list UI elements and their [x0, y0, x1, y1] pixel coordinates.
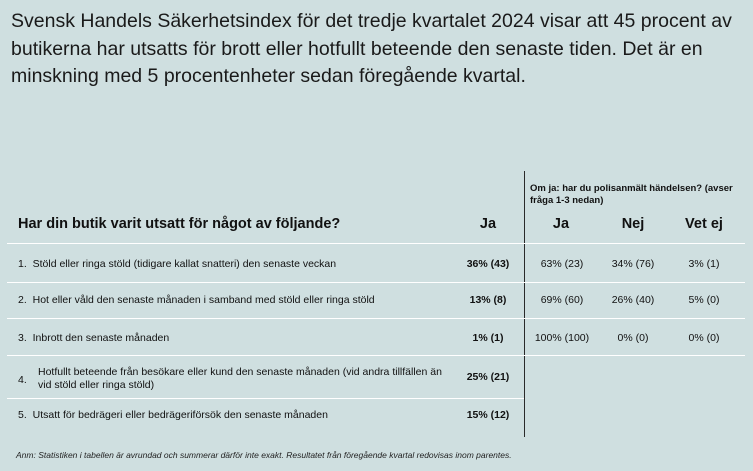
row-number: 4.	[18, 374, 27, 386]
cell-ja: 36% (43)	[466, 258, 510, 270]
cell-police-ja: 100% (100)	[534, 332, 590, 344]
header-rule	[7, 243, 745, 244]
cell-police-ja: 69% (60)	[540, 294, 584, 306]
row-text: Stöld eller ringa stöld (tidigare kallat snatteri) den senaste veckan	[32, 258, 337, 270]
cell-police-ja: 63% (23)	[540, 258, 584, 270]
cell-police-nej: 26% (40)	[611, 294, 655, 306]
cell-police-vet-ej: 0% (0)	[688, 332, 720, 344]
row-text: Inbrott den senaste månaden	[32, 332, 170, 344]
table-row-question	[18, 294, 375, 307]
cell-ja: 13% (8)	[469, 294, 507, 306]
row-rule	[7, 355, 745, 356]
col-header-police-vet-ej: Vet ej	[685, 216, 723, 232]
col-header-police-ja: Ja	[552, 216, 570, 232]
table-row-question	[18, 366, 443, 392]
row-text: Hotfullt beteende från besökare eller kund den senaste månaden (vid andra tillfällen än vid stöld eller ringa stöld)	[38, 366, 442, 391]
question-heading: Har din butik varit utsatt för något av följande?	[18, 216, 341, 232]
police-report-subheader: Om ja: har du polisanmält händelsen? (avser fråga 1-3 nedan)	[530, 183, 733, 206]
table-row-question	[18, 258, 336, 271]
col-header-ja: Ja	[479, 216, 497, 232]
cell-police-nej: 34% (76)	[611, 258, 655, 270]
row-number: 3.	[18, 332, 27, 344]
table-row-question	[18, 332, 169, 345]
row-rule	[7, 282, 745, 283]
column-divider	[524, 171, 525, 437]
cell-ja: 1% (1)	[472, 332, 504, 344]
row-number: 1.	[18, 258, 27, 270]
cell-police-nej: 0% (0)	[617, 332, 649, 344]
intro-paragraph: Svensk Handels Säkerhetsindex för det tredje kvartalet 2024 visar att 45 procent av butikerna har utsatts för brott eller hotfullt beteende den senaste tiden. Det är en minskning med 5 procentenheter sedan föregående kvartal.	[11, 10, 732, 87]
table-row-question	[18, 409, 328, 422]
cell-police-vet-ej: 5% (0)	[688, 294, 720, 306]
cell-police-vet-ej: 3% (1)	[688, 258, 720, 270]
row-text: Utsatt för bedrägeri eller bedrägeriförsök den senaste månaden	[32, 409, 328, 421]
row-number: 2.	[18, 294, 27, 306]
footnote: Anm: Statistiken i tabellen är avrundad och summerar därför inte exakt. Resultatet från föregående kvartal redovisas inom parentes.	[16, 450, 512, 460]
row-text: Hot eller våld den senaste månaden i samband med stöld eller ringa stöld	[32, 294, 375, 306]
col-header-police-nej: Nej	[621, 216, 645, 232]
row-rule	[7, 398, 524, 399]
cell-ja: 25% (21)	[466, 371, 510, 383]
cell-ja: 15% (12)	[466, 409, 510, 421]
row-rule	[7, 318, 745, 319]
row-number: 5.	[18, 409, 27, 421]
